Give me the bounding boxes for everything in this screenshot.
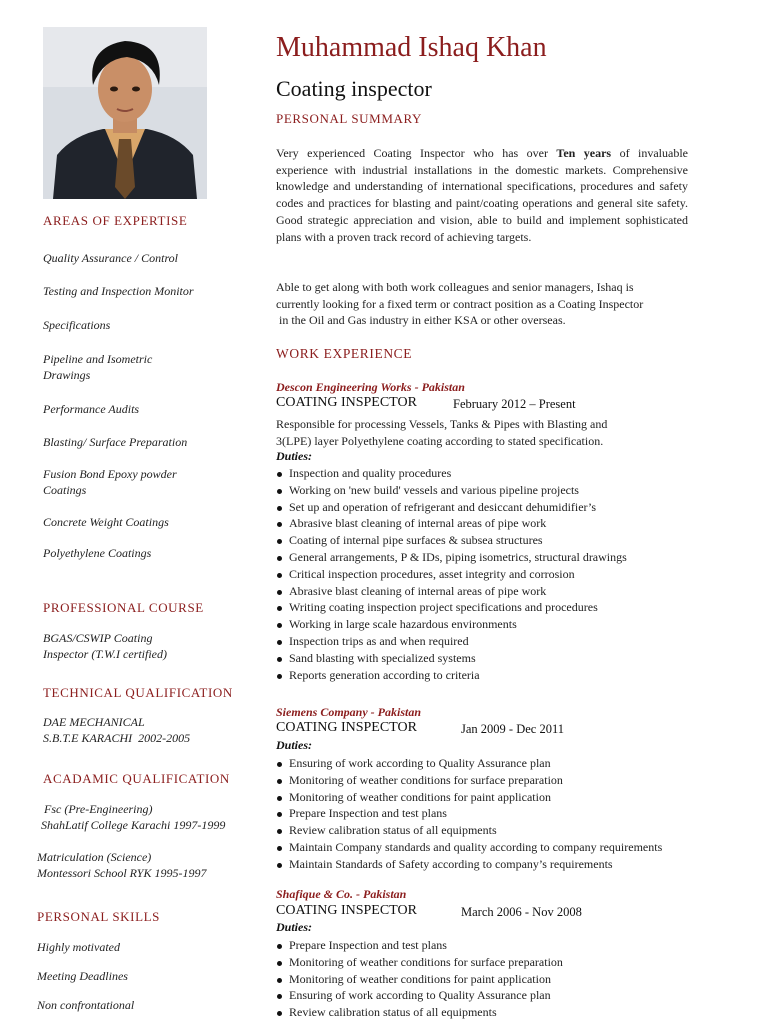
duties-label: Duties: (276, 738, 312, 752)
duties-list (276, 465, 627, 683)
job-title: COATING INSPECTOR (276, 395, 417, 410)
duty-item: Monitoring of weather conditions for surface preparation (276, 954, 563, 971)
duty-item: Ensuring of work according to Quality Assurance plan (276, 987, 563, 1004)
summary-paragraph-2: Able to get along with both work colleagues and senior managers, Ishaq is currently looking for a fixed term or contract position as a Coating Inspector in the Oil and Gas industry in either KSA or other overseas. (276, 280, 644, 328)
duty-item: Working in large scale hazardous environments (276, 616, 627, 633)
company-name: Siemens Company - Pakistan (276, 705, 422, 719)
academic-matric: Matriculation (Science) Montessori School RYK 1995-1997 (37, 850, 207, 880)
duty-item: Abrasive blast cleaning of internal areas of pipe work (276, 583, 627, 600)
skills-heading: PERSONAL SKILLS (37, 909, 161, 924)
skill-item: Highly motivated (37, 940, 120, 954)
expertise-item: Polyethylene Coatings (43, 546, 152, 560)
experience-heading: WORK EXPERIENCE (276, 346, 413, 361)
job-description: Responsible for processing Vessels, Tanks & Pipes with Blasting and 3(LPE) layer Polyethylene coating according to stated specification. (276, 417, 608, 448)
duties-list (276, 755, 662, 873)
duties-label: Duties: (276, 920, 312, 934)
skill-item: Meeting Deadlines (37, 969, 128, 983)
skill-item: Non confrontational (37, 998, 135, 1012)
duty-item: Reports generation according to criteria (276, 667, 627, 684)
duty-item: Critical inspection procedures, asset integrity and corrosion (276, 566, 627, 583)
technical-text: DAE MECHANICAL S.B.T.E KARACHI 2002-2005 (43, 715, 191, 745)
duty-item: Working on 'new build' vessels and various pipeline projects (276, 482, 627, 499)
duty-item: Set up and operation of refrigerant and desiccant dehumidifier’s (276, 499, 627, 516)
duty-item: Maintain Company standards and quality according to company requirements (276, 839, 662, 856)
expertise-item: Specifications (43, 318, 111, 332)
job-title: COATING INSPECTOR (276, 903, 417, 918)
duty-item: Abrasive blast cleaning of internal areas of pipe work (276, 515, 627, 532)
job-dates: Jan 2009 - Dec 2011 (461, 722, 564, 736)
duty-item: Writing coating inspection project specifications and procedures (276, 599, 627, 616)
job-dates: February 2012 – Present (453, 397, 576, 411)
company-name: Shafique & Co. - Pakistan (276, 887, 407, 901)
expertise-item: Testing and Inspection Monitor (43, 284, 194, 298)
summary-paragraph-1 (276, 145, 688, 245)
duty-item: Coating of internal pipe surfaces & subsea structures (276, 532, 627, 549)
duty-item: Prepare Inspection and test plans (276, 937, 563, 954)
duty-item: Ensuring of work according to Quality Assurance plan (276, 755, 662, 772)
candidate-name: Muhammad Ishaq Khan (276, 32, 547, 63)
duty-item: General arrangements, P & IDs, piping isometrics, structural drawings (276, 549, 627, 566)
expertise-item: Pipeline and Isometric Drawings (43, 352, 153, 382)
technical-heading: TECHNICAL QUALIFICATION (43, 685, 233, 700)
summary-bold: Ten years (556, 146, 612, 160)
academic-heading: ACADAMIC QUALIFICATION (43, 771, 230, 786)
duties-label: Duties: (276, 449, 312, 463)
expertise-heading: AREAS OF EXPERTISE (43, 213, 188, 228)
expertise-item: Quality Assurance / Control (43, 251, 178, 265)
expertise-item: Performance Audits (43, 402, 140, 416)
duties-list (276, 937, 563, 1021)
duty-item: Monitoring of weather conditions for paint application (276, 789, 662, 806)
duty-item: Monitoring of weather conditions for surface preparation (276, 772, 662, 789)
duty-item: Review calibration status of all equipments (276, 822, 662, 839)
job-title: COATING INSPECTOR (276, 720, 417, 735)
duty-item: Review calibration status of all equipments (276, 1004, 563, 1021)
expertise-item: Blasting/ Surface Preparation (43, 435, 188, 449)
duty-item: Maintain Standards of Safety according to company’s requirements (276, 856, 662, 873)
course-heading: PROFESSIONAL COURSE (43, 600, 204, 615)
duty-item: Prepare Inspection and test plans (276, 805, 662, 822)
expertise-item: Concrete Weight Coatings (43, 515, 169, 529)
summary-heading: PERSONAL SUMMARY (276, 111, 423, 126)
course-text: BGAS/CSWIP Coating Inspector (T.W.I certified) (43, 631, 167, 661)
summary-text: Very experienced Coating Inspector who has over (276, 146, 557, 160)
summary-text: of invaluable experience with industrial installations in the domestic markets. Comprehensive knowledge and understanding of international specifications, procedures and safety codes and practices for blasting and paint/coating operations and general site safety. Good strategic appreciation and vision, able to build and implement sophisticated plans with a proven track record of achieving targets. (276, 146, 688, 244)
duty-item: Inspection and quality procedures (276, 465, 627, 482)
duty-item: Inspection trips as and when required (276, 633, 627, 650)
profile-photo (43, 27, 207, 199)
duty-item: Monitoring of weather conditions for paint application (276, 971, 563, 988)
expertise-item: Fusion Bond Epoxy powder Coatings (43, 467, 177, 497)
duty-item: Sand blasting with specialized systems (276, 650, 627, 667)
candidate-title: Coating inspector (276, 76, 432, 101)
job-dates: March 2006 - Nov 2008 (461, 905, 582, 919)
academic-fsc: Fsc (Pre-Engineering) ShahLatif College Karachi 1997-1999 (41, 802, 226, 832)
company-name: Descon Engineering Works - Pakistan (276, 380, 465, 394)
